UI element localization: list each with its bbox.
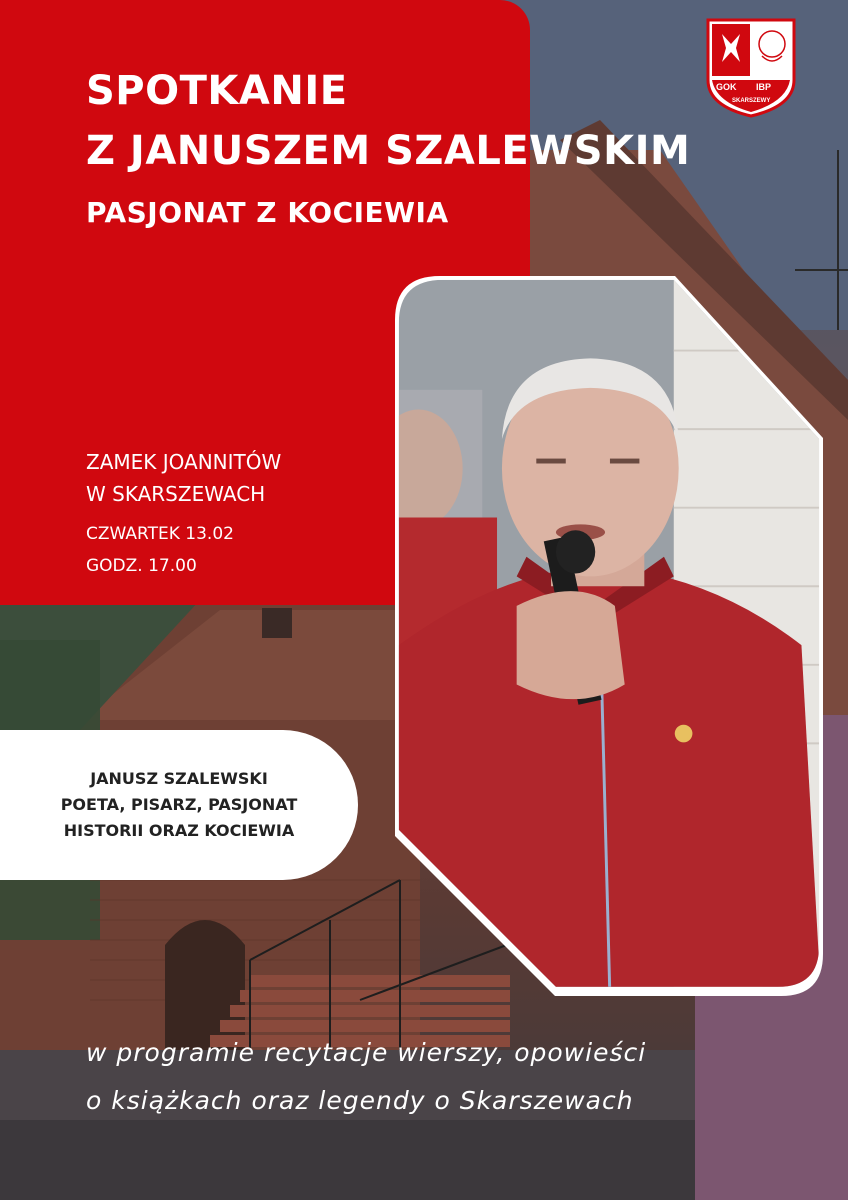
maltese-cross-crest-icon <box>706 18 796 118</box>
event-time: GODZ. 17.00 <box>86 556 197 576</box>
logo-bottom-text: SKARSZEWY <box>732 98 771 104</box>
subtitle: PASJONAT Z KOCIEWIA <box>86 196 449 229</box>
logo-left-text: GOK <box>716 82 737 92</box>
gok-ibp-logo <box>706 18 796 118</box>
title-line-1: SPOTKANIE <box>86 68 348 114</box>
logo-right-text: IBP <box>756 82 772 92</box>
title-line-2: Z JANUSZEM SZALEWSKIM <box>86 128 691 174</box>
venue-line-1: ZAMEK JOANNITÓW <box>86 450 282 474</box>
speaker-photo <box>385 268 831 1008</box>
bio-role: POETA, PISARZ, PASJONAT <box>60 795 298 814</box>
program-line-1: w programie recytacje wierszy, opowieści <box>86 1038 647 1067</box>
venue-line-2: W SKARSZEWACH <box>86 482 266 506</box>
bio-name: JANUSZ SZALEWSKI <box>90 769 268 788</box>
bio-card <box>0 730 358 880</box>
speaker-portrait-icon <box>385 268 831 1008</box>
bio-role-continued: HISTORII ORAZ KOCIEWIA <box>63 821 295 840</box>
event-date: CZWARTEK 13.02 <box>86 524 234 544</box>
program-line-2: o książkach oraz legendy o Skarszewach <box>86 1086 634 1115</box>
